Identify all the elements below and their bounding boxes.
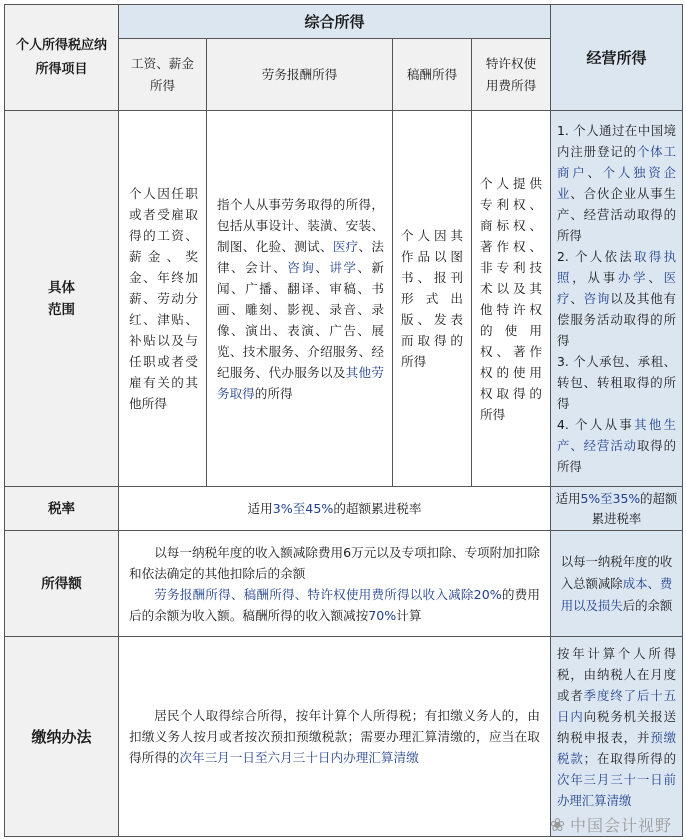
income-business-cell [551, 531, 683, 637]
rate-business-text: 适用5%至35%的超额累进税率 [555, 490, 678, 526]
item-header-cell [5, 5, 119, 111]
tax-comparison-table [4, 4, 683, 837]
scope-franchise-text: 个人提供专利权、商标权、著作权、非专利技术以及其他特许权的使用权、著作权的使用权取得的所得 [480, 175, 543, 422]
income-label: 所得额 [41, 575, 82, 592]
scope-business-cell [551, 111, 683, 487]
watermark-text: 中国会计视野 [569, 816, 672, 835]
item-header-label: 个人所得税应纳所得项目 [15, 37, 107, 77]
scope-labor-text: 指个人从事劳务取得的所得，包括从事设计、装潢、安装、制图、化验、测试、医疗、法律、会计、咨询、讲学、新闻、广播、翻译、审稿、书画、雕刻、影视、录音、录像、演出、表演、广告、展览、技术服务、介绍服务、经纪服务、代办服务以及其他劳务取得的所得 [217, 196, 385, 401]
payment-label: 缴纳办法 [31, 727, 92, 746]
scope-royalty-cell [393, 111, 472, 487]
payment-comprehensive-text: 居民个人取得综合所得，按年计算个人所得税；有扣缴义务人的，由扣缴义务人按月或者按次预扣预缴税款；需要办理汇算清缴的，应当在取得所得的次年三月一日至六月三十日内办理汇算清缴 [129, 708, 541, 765]
franchise-header-cell [472, 39, 551, 111]
rate-comprehensive-cell [119, 487, 551, 531]
scope-wages-cell [119, 111, 207, 487]
royalty-header-label: 稿酬所得 [406, 67, 458, 82]
rate-label: 税率 [48, 500, 75, 517]
scope-royalty-text: 个人因其作品以图书、报刊形式出版、发表而取得的所得 [401, 228, 463, 369]
income-comprehensive-cell [119, 531, 551, 637]
business-item-4: 4. 个人从事其他生产、经营活动取得的所得 [557, 417, 677, 474]
scope-label: 具体范围 [48, 279, 75, 318]
business-header-cell [551, 5, 683, 111]
wages-header-cell [119, 39, 207, 111]
income-label-cell [5, 531, 119, 637]
income-para-2: 劳务报酬所得、稿酬所得、特许权使用费所得以收入减除20%的费用后的余额为收入额。稿酬所得的收入额减按70%计算 [129, 586, 541, 623]
payment-comprehensive-cell [119, 637, 551, 837]
business-header-label: 经营所得 [586, 48, 647, 67]
royalty-header-cell [393, 39, 472, 111]
scope-labor-cell [207, 111, 393, 487]
business-item-3: 3. 个人承包、承租、转包、转租取得的所得 [557, 354, 677, 411]
watermark-logo-icon: ❀ [549, 815, 566, 836]
scope-label-cell [5, 111, 119, 487]
comprehensive-header-label: 综合所得 [304, 12, 365, 31]
rate-business-cell [551, 487, 683, 531]
scope-franchise-cell [472, 111, 551, 487]
payment-business-text: 按年计算个人所得税，由纳税人在月度或者季度终了后十五日内向税务机关报送纳税申报表，并预缴税款；在取得所得的次年三月三十一日前办理汇算清缴 [557, 646, 677, 808]
payment-business-cell [551, 637, 683, 837]
rate-comprehensive-text: 适用3%至45%的超额累进税率 [247, 501, 422, 516]
income-business-text: 以每一纳税年度的收入总额减除成本、费用以及损失后的余额 [560, 553, 673, 613]
wages-header-label: 工资、薪金所得 [131, 55, 194, 93]
business-item-2: 2. 个人依法取得执照，从事办学、医疗、咨询以及其他有偿服务活动取得的所得 [557, 249, 677, 348]
watermark [550, 813, 672, 836]
scope-business-text [551, 120, 682, 477]
labor-header-cell [207, 39, 393, 111]
payment-label-cell [5, 637, 119, 837]
labor-header-label: 劳务报酬所得 [261, 67, 338, 82]
comprehensive-header-cell [119, 5, 551, 39]
scope-wages-text: 个人因任职或者受雇取得的工资、薪金、奖金、年终加薪、劳动分红、津贴、补贴以及与任职或者受雇有关的其他所得 [129, 186, 198, 411]
income-para-1: 以每一纳税年度的收入额减除费用6万元以及专项扣除、专项附加扣除和依法确定的其他扣除后的余额 [129, 544, 541, 581]
franchise-header-label: 特许权使用费所得 [485, 55, 537, 93]
rate-label-cell [5, 487, 119, 531]
business-item-1: 1. 个人通过在中国境内注册登记的个体工商户、个人独资企业、合伙企业从事生产、经营活动取得的所得 [557, 123, 677, 243]
income-comprehensive-text [119, 542, 550, 626]
